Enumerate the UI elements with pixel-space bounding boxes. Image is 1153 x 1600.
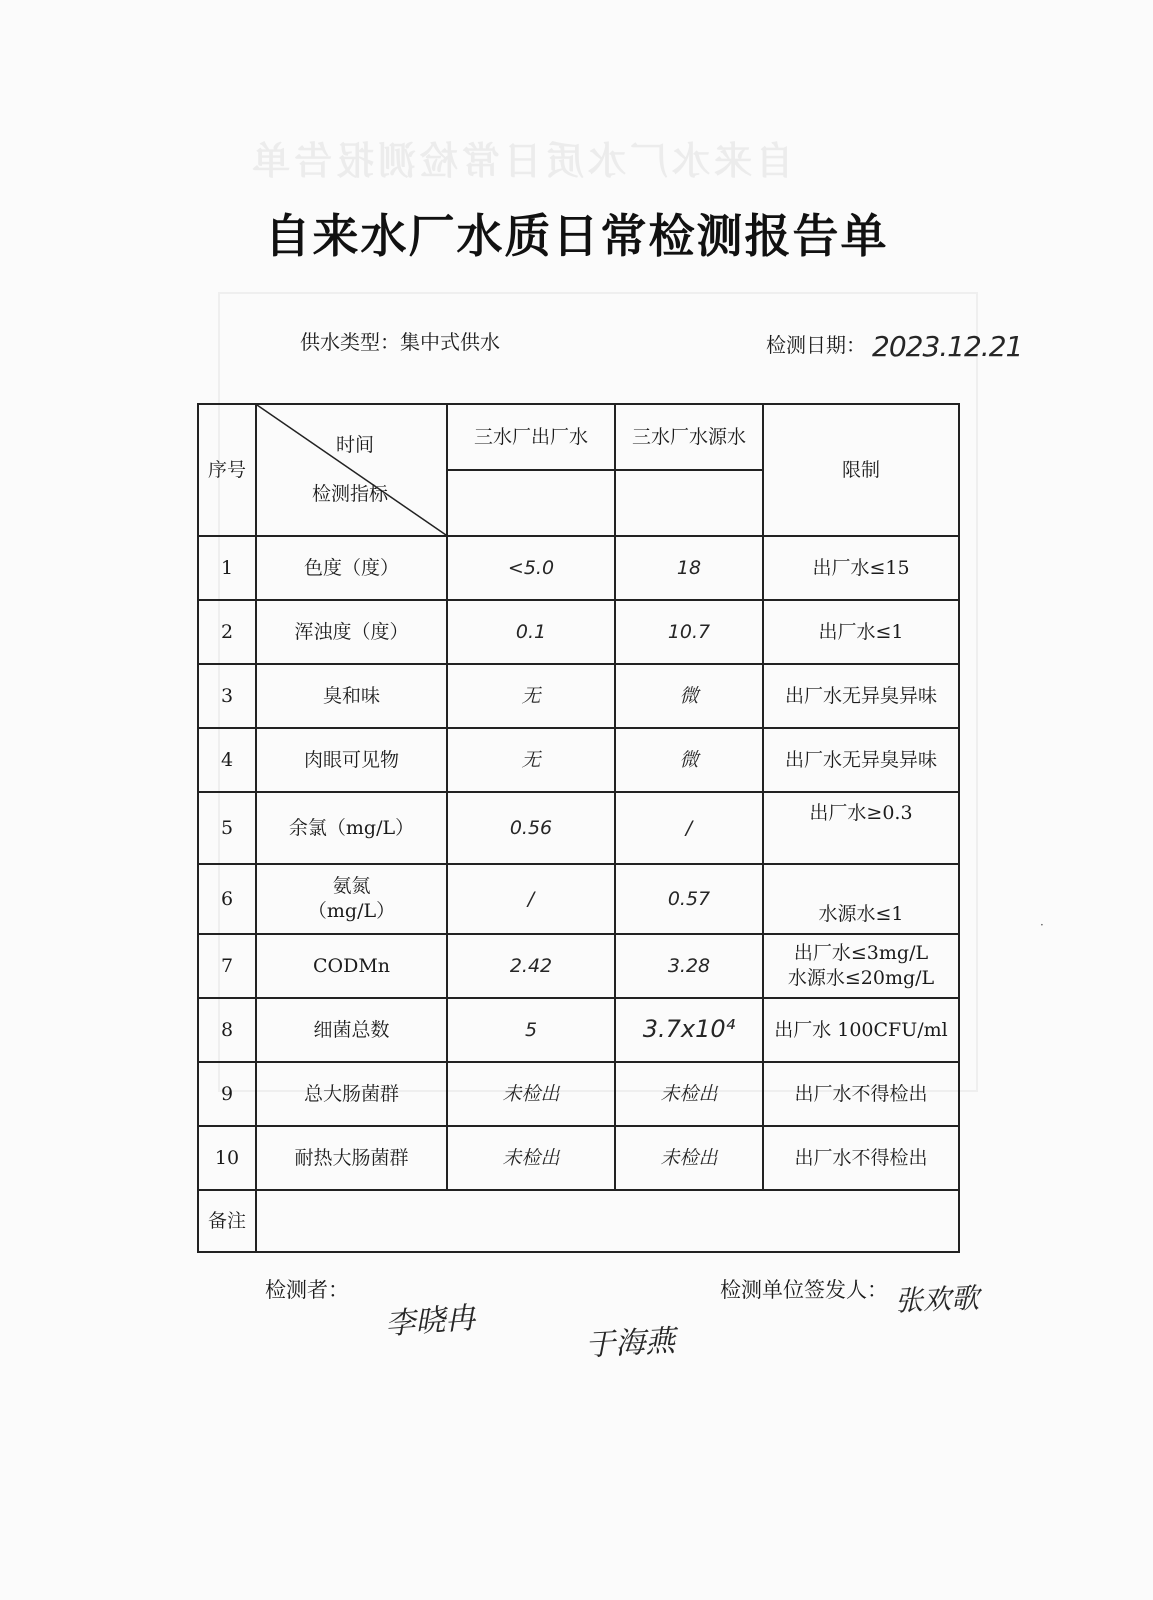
source-value: 微 <box>615 728 763 792</box>
outlet-value: 无 <box>447 728 615 792</box>
outlet-value: 0.1 <box>447 600 615 664</box>
tester1-signature: 李晓冉 <box>384 1300 477 1343</box>
row-number: 4 <box>198 728 256 792</box>
row-number: 8 <box>198 998 256 1062</box>
test-date-value: 2023.12.21 <box>872 330 1023 363</box>
table-row <box>198 864 959 934</box>
col-header-outlet-water: 三水厂出厂水 <box>447 404 615 470</box>
test-date-label: 检测日期： <box>766 333 866 357</box>
table-row <box>198 1126 959 1190</box>
row-number: 9 <box>198 1062 256 1126</box>
indicator-name: CODMn <box>256 934 447 998</box>
limit-value: 出厂水不得检出 <box>763 1062 959 1126</box>
outlet-value: 5 <box>447 998 615 1062</box>
outlet-value: 0.56 <box>447 792 615 864</box>
limit-line1: 出厂水≤3mg/L <box>793 942 929 965</box>
outlet-value: 未检出 <box>447 1126 615 1190</box>
indicator-name <box>256 864 447 934</box>
indicator-name: 细菌总数 <box>256 998 447 1062</box>
table-row <box>198 1062 959 1126</box>
indicator-name-unit: （mg/L） <box>307 900 396 922</box>
table-row <box>198 536 959 600</box>
source-value: 3.7x10⁴ <box>615 998 763 1062</box>
supply-type <box>300 326 500 355</box>
col-subheader-outlet-empty <box>447 470 615 536</box>
row-number: 2 <box>198 600 256 664</box>
remark-content <box>256 1190 959 1252</box>
table-row <box>198 728 959 792</box>
signer-label: 检测单位签发人： <box>720 1278 888 1302</box>
report-table <box>197 403 960 1253</box>
indicator-name: 耐热大肠菌群 <box>256 1126 447 1190</box>
limit-value <box>763 934 959 998</box>
indicator-name-line1: 氨氮 <box>332 875 371 898</box>
table-row <box>198 600 959 664</box>
limit-header: 限制 <box>763 404 959 536</box>
source-value: 0.57 <box>615 864 763 934</box>
remark-label: 备注 <box>198 1190 256 1252</box>
remark-row <box>198 1190 959 1252</box>
col-subheader-source-empty <box>615 470 763 536</box>
row-number: 7 <box>198 934 256 998</box>
signer-signature: 张欢歌 <box>894 1281 980 1318</box>
diagonal-header <box>256 404 447 536</box>
outlet-value: <5.0 <box>447 536 615 600</box>
source-value: / <box>615 792 763 864</box>
limit-value: 出厂水≤15 <box>763 536 959 600</box>
outlet-value: 无 <box>447 664 615 728</box>
seq-header: 序号 <box>198 404 256 536</box>
paper-speck: · <box>1040 918 1044 932</box>
col-header-source-water: 三水厂水源水 <box>615 404 763 470</box>
outlet-value: 未检出 <box>447 1062 615 1126</box>
supply-type-label: 供水类型： <box>300 330 400 354</box>
tester2-signature: 于海燕 <box>584 1323 677 1364</box>
limit-value: 出厂水无异臭异味 <box>763 664 959 728</box>
limit-value: 出厂水≥0.3 <box>763 792 959 864</box>
indicator-name: 臭和味 <box>256 664 447 728</box>
source-value: 3.28 <box>615 934 763 998</box>
diag-header-time: 时间 <box>335 434 374 456</box>
row-number: 5 <box>198 792 256 864</box>
tester-label: 检测者： <box>265 1278 349 1302</box>
table-row <box>198 998 959 1062</box>
page-title: 自来水厂水质日常检测报告单 <box>264 209 889 263</box>
indicator-name: 色度（度） <box>256 536 447 600</box>
indicator-name: 浑浊度（度） <box>256 600 447 664</box>
outlet-value: / <box>447 864 615 934</box>
outlet-value: 2.42 <box>447 934 615 998</box>
table-row <box>198 934 959 998</box>
test-date <box>766 326 1023 363</box>
row-number: 3 <box>198 664 256 728</box>
limit-value: 出厂水≤1 <box>763 600 959 664</box>
row-number: 1 <box>198 536 256 600</box>
header-row <box>198 404 959 470</box>
bleed-through-title: 自来水厂水质日常检测报告单 <box>248 139 795 183</box>
indicator-name: 肉眼可见物 <box>256 728 447 792</box>
source-value: 未检出 <box>615 1062 763 1126</box>
table-row <box>198 792 959 864</box>
row-number: 10 <box>198 1126 256 1190</box>
source-value: 未检出 <box>615 1126 763 1190</box>
limit-value: 水源水≤1 <box>763 864 959 934</box>
source-value: 微 <box>615 664 763 728</box>
diag-header-indicator: 检测指标 <box>312 483 389 506</box>
limit-value: 出厂水无异臭异味 <box>763 728 959 792</box>
limit-value: 出厂水 100CFU/ml <box>763 998 959 1062</box>
limit-value: 出厂水不得检出 <box>763 1126 959 1190</box>
source-value: 18 <box>615 536 763 600</box>
table-row <box>198 664 959 728</box>
supply-type-value: 集中式供水 <box>400 330 500 354</box>
source-value: 10.7 <box>615 600 763 664</box>
row-number: 6 <box>198 864 256 934</box>
indicator-name: 余氯（mg/L） <box>256 792 447 864</box>
indicator-name: 总大肠菌群 <box>256 1062 447 1126</box>
limit-line2: 水源水≤20mg/L <box>787 967 935 989</box>
